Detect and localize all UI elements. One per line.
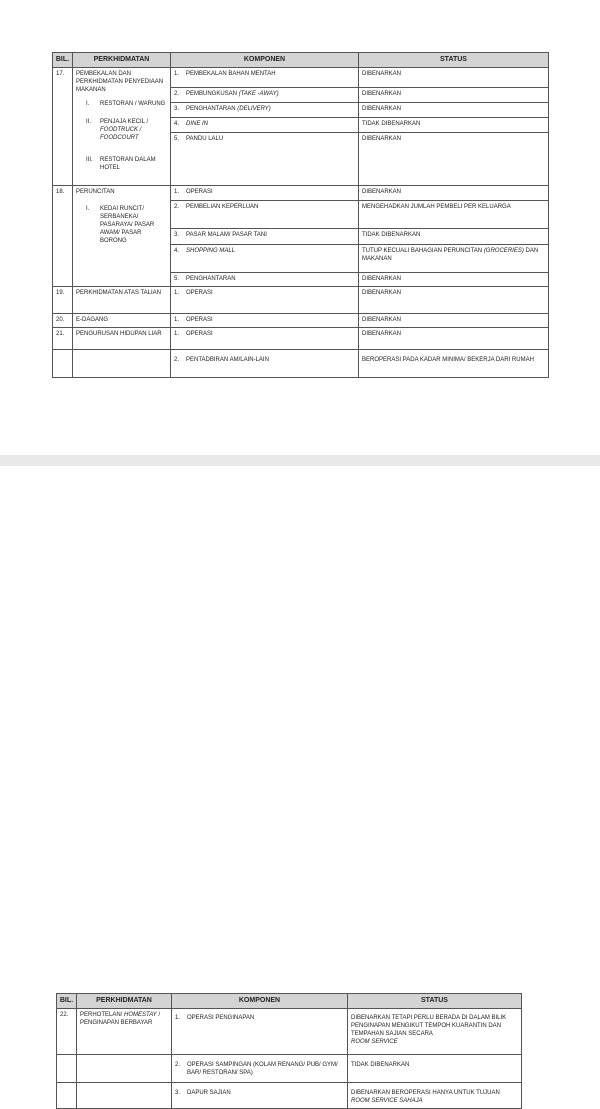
row22-status-1: DIBENARKAN TETAPI PERLU BERADA DI DALAM BILIK PENGINAPAN MENGIKUT TEMPOH KUARANTIN DAN TEMPAHAN SAJIAN SECARA ROOM SERVICE xyxy=(348,1009,522,1055)
table-row xyxy=(53,287,549,314)
row17-sub-2: II. PENJAJA KECIL / FOODTRUCK / FOODCOURT xyxy=(86,119,149,141)
row17-comp-5: 5. PANDU LALU xyxy=(171,133,359,186)
row18-service xyxy=(73,186,171,287)
row18-bil: 18. xyxy=(53,186,73,287)
row19-bil: 19. xyxy=(53,287,73,314)
row17-comp-2: 2. PEMBUNGKUSAN (TAKE -AWAY) xyxy=(171,88,359,103)
row22-bil: 22. xyxy=(57,1009,77,1055)
document-page-2 xyxy=(0,466,600,1104)
row20-status-1: DIBENARKAN xyxy=(359,314,549,328)
row17-service xyxy=(73,68,171,186)
table-row xyxy=(53,68,549,88)
table-header-row xyxy=(53,53,549,68)
row21-status-1: DIBENARKAN xyxy=(359,328,549,350)
row19-comp-1: 1. OPERASI xyxy=(171,287,359,314)
row20-bil: 20. xyxy=(53,314,73,328)
services-table-2 xyxy=(56,993,522,1109)
row17-sub-3: III. RESTORAN DALAM HOTEL xyxy=(86,157,156,171)
row21-status-2: BEROPERASI PADA KADAR MINIMA/ BEKERJA DARI RUMAH xyxy=(359,350,549,378)
row18-comp-5: 5. PENGHANTARAN xyxy=(171,273,359,287)
header-perkhidmatan: PERKHIDMATAN xyxy=(73,53,171,68)
row18-status-5: DIBENARKAN xyxy=(359,273,549,287)
row17-comp-3: 3. PENGHANTARAN (DELIVERY) xyxy=(171,103,359,118)
page-separator xyxy=(0,455,600,466)
row18-comp-2: 2. PEMBELIAN KEPERLUAN xyxy=(171,201,359,229)
row19-status-1: DIBENARKAN xyxy=(359,287,549,314)
row22-service: PERHOTELAN/ HOMESTAY / PENGINAPAN BERBAYAR xyxy=(77,1009,172,1055)
row18-status-4: TUTUP KECUALI BAHAGIAN PERUNCITAN (GROCERIES) DAN MAKANAN xyxy=(359,245,549,273)
row22-status-2: TIDAK DIBENARKAN xyxy=(348,1055,522,1083)
table-row xyxy=(57,1055,522,1083)
row22-comp-2: 2. OPERASI SAMPINGAN (KOLAM RENANG/ PUB/ GYM/ BAR/ RESTORAN/ SPA) xyxy=(172,1055,348,1083)
header-komponen: KOMPONEN xyxy=(171,53,359,68)
row18-status-2: MENGEHADKAN JUMLAH PEMBELI PER KELUARGA xyxy=(359,201,549,229)
row18-comp-3: 3. PASAR MALAM/ PASAR TANI xyxy=(171,229,359,245)
row17-comp-4: 4. DINE IN xyxy=(171,118,359,133)
row20-comp-1: 1. OPERASI xyxy=(171,314,359,328)
table-row xyxy=(53,328,549,350)
table-row xyxy=(57,1083,522,1109)
row19-service: PERKHIDMATAN ATAS TALIAN xyxy=(73,287,171,314)
services-table-1 xyxy=(52,52,549,378)
table-row xyxy=(57,1009,522,1055)
row18-status-3: TIDAK DIBENARKAN xyxy=(359,229,549,245)
header-perkhidmatan: PERKHIDMATAN xyxy=(77,994,172,1009)
row22-bil-empty xyxy=(57,1055,77,1083)
row22-service-empty-2 xyxy=(77,1083,172,1109)
row22-comp-3: 3. DAPUR SAJIAN xyxy=(172,1083,348,1109)
row17-status-4: TIDAK DIBENARKAN xyxy=(359,118,549,133)
row21-comp-2: 2. PENTADBIRAN AM/LAIN-LAIN xyxy=(171,350,359,378)
row21-comp-1: 1. OPERASI xyxy=(171,328,359,350)
row17-status-3: DIBENARKAN xyxy=(359,103,549,118)
row21-service-empty xyxy=(73,350,171,378)
row17-status-5: DIBENARKAN xyxy=(359,133,549,186)
row22-status-3: DIBENARKAN BEROPERASI HANYA UNTUK TUJUAN ROOM SERVICE SAHAJA xyxy=(348,1083,522,1109)
row17-title: PEMBEKALAN DAN PERKHIDMATAN PENYEDIAAN MAKANAN xyxy=(76,71,164,93)
row18-status-1: DIBENARKAN xyxy=(359,186,549,201)
row18-comp-4: 4. SHOPPING MALL xyxy=(171,245,359,273)
row21-service: PENGURUSAN HIDUPAN LIAR xyxy=(73,328,171,350)
row17-sub-1: I. RESTORAN / WARUNG xyxy=(86,101,166,107)
row18-sub-1: I. KEDAI RUNCIT/ SERBANEKA/ PASARAYA/ PASAR AWAM/ PASAR BORONG xyxy=(86,206,155,244)
table-row xyxy=(53,314,549,328)
row22-bil-empty-2 xyxy=(57,1083,77,1109)
row20-service: E-DAGANG xyxy=(73,314,171,328)
header-bil: BIL. xyxy=(57,994,77,1009)
table-row xyxy=(53,186,549,201)
row17-comp-1: 1. PEMBEKALAN BAHAN MENTAH xyxy=(171,68,359,88)
header-bil: BIL. xyxy=(53,53,73,68)
row22-comp-1: 1. OPERASI PENGINAPAN xyxy=(172,1009,348,1055)
document-page-1 xyxy=(0,0,600,455)
row21-bil: 21. xyxy=(53,328,73,350)
table-header-row xyxy=(57,994,522,1009)
header-komponen: KOMPONEN xyxy=(172,994,348,1009)
row17-status-2: DIBENARKAN xyxy=(359,88,549,103)
table-row xyxy=(53,350,549,378)
row18-title: PERUNCITAN xyxy=(76,189,115,195)
header-status: STATUS xyxy=(359,53,549,68)
row17-status-1: DIBENARKAN xyxy=(359,68,549,88)
row17-bil: 17. xyxy=(53,68,73,186)
header-status: STATUS xyxy=(348,994,522,1009)
row22-service-empty xyxy=(77,1055,172,1083)
row21-bil-empty xyxy=(53,350,73,378)
row18-comp-1: 1. OPERASI xyxy=(171,186,359,201)
